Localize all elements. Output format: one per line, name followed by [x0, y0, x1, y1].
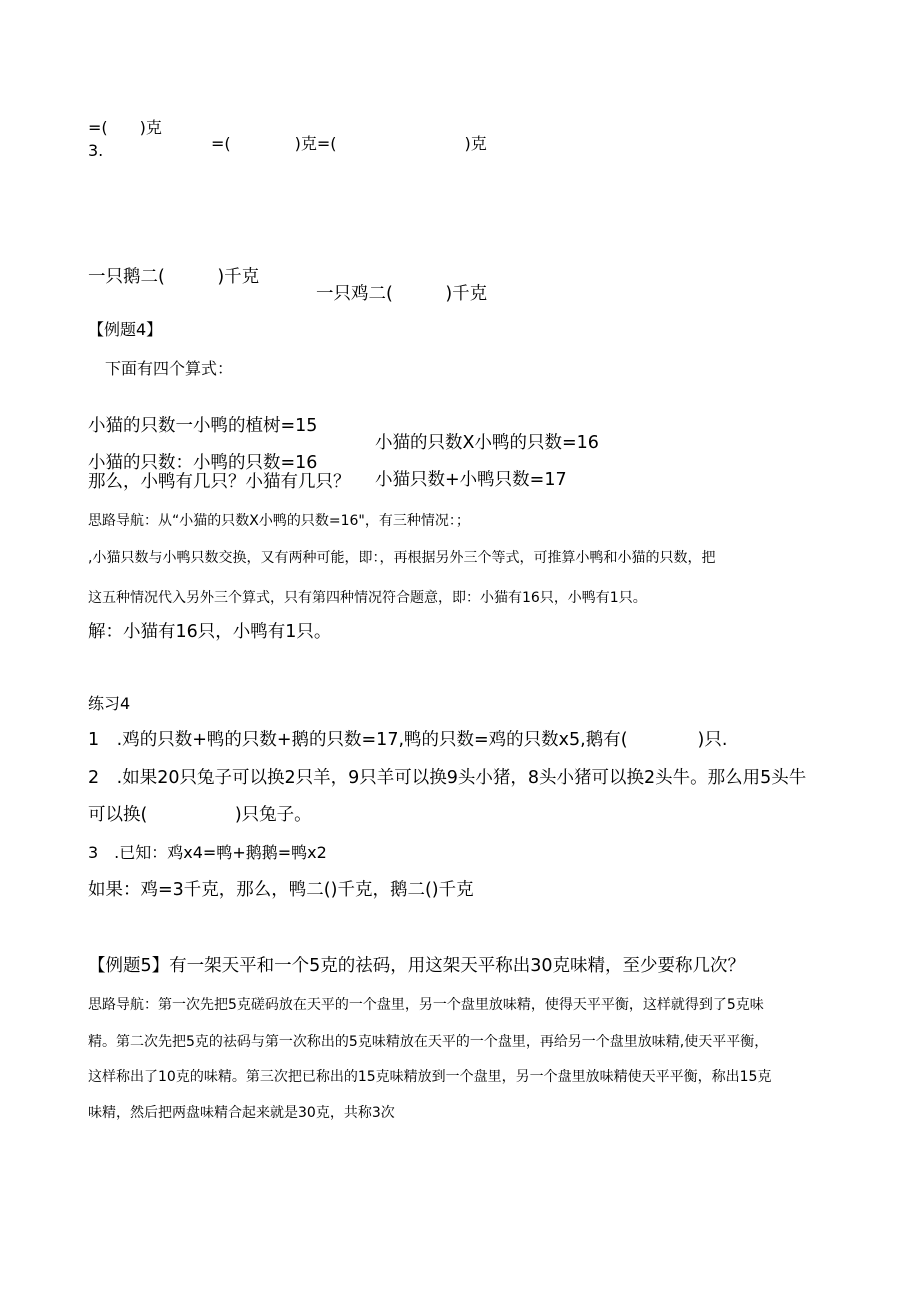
equation-d: 小猫只数+小鸭只数=17	[375, 470, 567, 490]
practice4-item-3-followup: 如果：鸡=3千克，那么，鸭二()千克，鹅二()千克	[88, 880, 474, 900]
practice4-item-3: 3 .已知：鸡x4=鸭+鹅鹅=鸭x2	[88, 843, 327, 862]
practice4-item-2-line-1: 2 .如果20只兔子可以换2只羊，9只羊可以换9头小猪，8头小猪可以换2头牛。那么用5头牛	[88, 768, 807, 788]
equation-b: 小猫的只数X小鸭的只数=16	[375, 433, 599, 453]
equation-1: =( )克	[88, 118, 162, 137]
equation-c: 小猫的只数：小鸭的只数=16	[88, 452, 318, 473]
example4-hint-line-3: 这五种情况代入另外三个算式，只有第四种情况符合题意，即：小猫有16只，小鸭有1只。	[88, 590, 647, 606]
question-number-3: 3.	[88, 141, 104, 160]
example4-heading: 【例题4】	[88, 320, 163, 339]
equation-2: =( )克=( )克	[211, 134, 487, 153]
example5-hint-line-2: 精。第二次先把5克的祛码与第一次称出的5克味精放在天平的一个盘里，再给另一个盘里放味精,使天平平衡，	[88, 1034, 769, 1050]
goose-weight: 一只鹅二( )千克	[88, 266, 260, 287]
example5-hint-line-3: 这样称出了10克的味精。第三次把已称出的15克味精放到一个盘里，另一个盘里放味精使天平平衡，称出15克	[88, 1069, 772, 1085]
equation-a: 小猫的只数一小鸭的植树=15	[88, 415, 318, 436]
practice4-item-2-line-2: 可以换( )只兔子。	[88, 805, 312, 825]
practice4-item-1: 1 .鸡的只数+鸭的只数+鹅的只数=17,鸭的只数=鸡的只数x5,鹅有( )只.	[88, 730, 728, 750]
example5-hint-line-4: 味精，然后把两盘味精合起来就是30克，共称3次	[88, 1105, 395, 1121]
practice4-heading: 练习4	[88, 694, 131, 713]
chicken-weight: 一只鸡二( )千克	[316, 284, 488, 304]
goose-chicken-line	[88, 251, 488, 304]
example4-intro: 下面有四个算式：	[105, 359, 234, 378]
example4-question: 那么，小鸭有几只？小猫有几只？	[88, 472, 351, 492]
example4-hint-line-1: 思路导航：从“小猫的只数X小鸭的只数=16"，有三种情况：；	[88, 513, 470, 529]
example5-heading: 【例题5】有一架天平和一个5克的祛码，用这架天平称出30克味精，至少要称几次？	[88, 956, 746, 976]
example4-hint-line-2: ,小猫只数与小鸭只数交换，又有两种可能，即：，再根据另外三个等式，可推算小鸭和小猫的只数，把	[88, 550, 716, 566]
example5-hint-line-1: 思路导航：第一次先把5克磋码放在天平的一个盘里，另一个盘里放味精，使得天平平衡，这样就得到了5克味	[88, 997, 764, 1013]
example4-answer: 解：小猫有16只，小鸭有1只。	[88, 622, 332, 642]
